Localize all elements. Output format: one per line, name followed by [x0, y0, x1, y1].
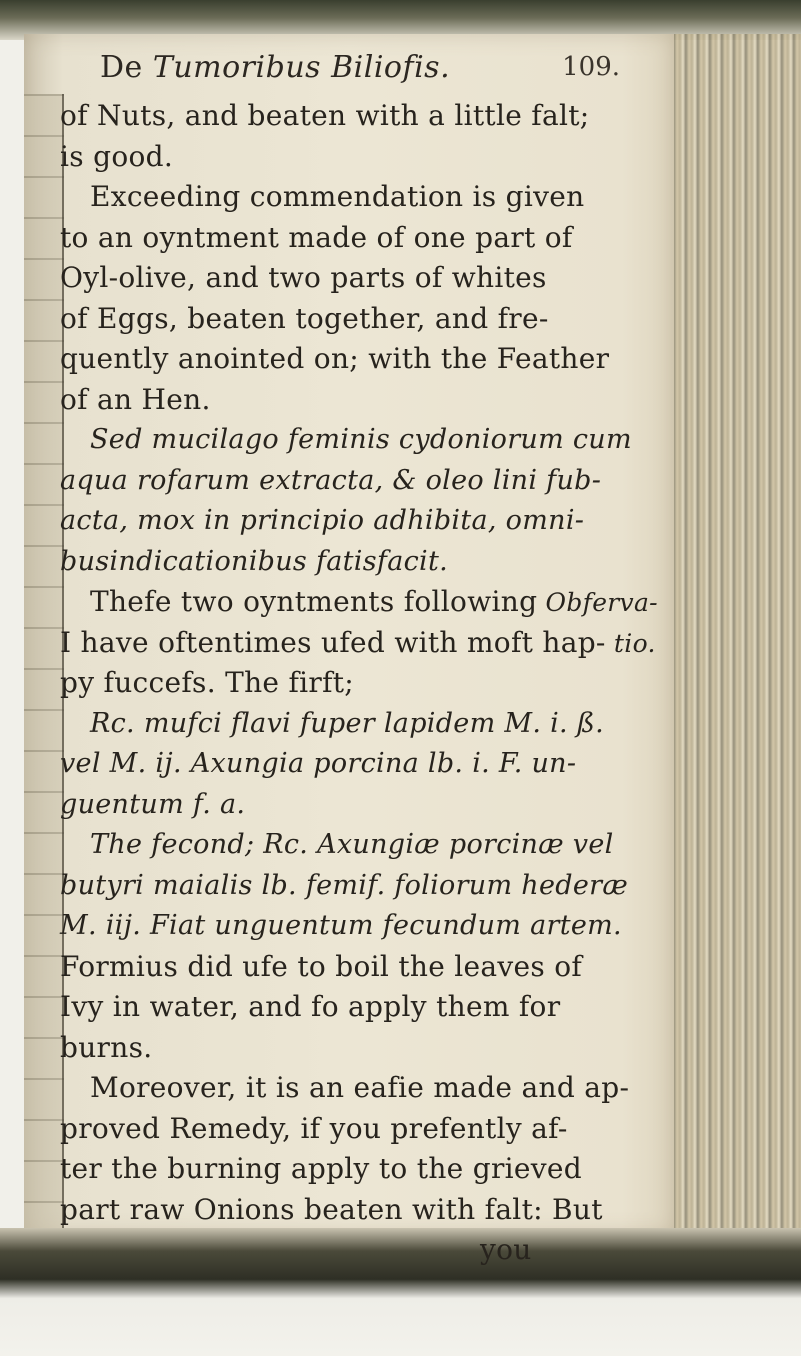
text-line [60, 1109, 660, 1150]
page-header [100, 50, 620, 92]
text-line [60, 947, 660, 988]
text-line [60, 1190, 660, 1231]
margin-note: tio. [605, 628, 656, 658]
text-line [60, 663, 660, 704]
margin-note: Obferva- [537, 588, 658, 617]
text-line-content: part raw Onions beaten with falt: But [60, 1192, 603, 1226]
text-line-content: Rc. mufci flavi fuper lapidem M. i. ß. [90, 707, 604, 739]
body-text [60, 96, 660, 1271]
text-line [60, 785, 660, 826]
text-line [60, 866, 660, 907]
text-line-content: quently anointed on; with the Feather [60, 342, 610, 375]
text-line-content: guentum f. a. [60, 788, 246, 820]
text-line-content: busindicationibus fatisfacit. [60, 545, 448, 577]
text-line [60, 1068, 660, 1109]
text-line [60, 1028, 660, 1069]
text-line [60, 704, 660, 745]
text-line-content: proved Remedy, if you prefently af- [60, 1111, 568, 1145]
page-edges [674, 34, 801, 1228]
text-line-content: ter the burning apply to the grieved [60, 1152, 582, 1185]
text-line [60, 987, 660, 1028]
text-line-content: aqua rofarum extracta, & oleo lini fub- [60, 464, 602, 496]
text-line-content: Formius did ufe to boil the leaves of [60, 949, 583, 983]
text-line-content: to an oyntment made of one part of [60, 220, 573, 254]
text-line-content: of Eggs, beaten together, and fre- [60, 301, 549, 335]
running-title-prefix: De [100, 50, 153, 85]
text-line [60, 461, 660, 502]
text-line [60, 906, 660, 947]
text-line-content: you [480, 1233, 532, 1266]
text-line-content: py fuccefs. The firft; [60, 666, 355, 699]
running-title-suffix: Biliofis. [321, 50, 451, 85]
text-line [60, 258, 660, 299]
text-line-content: Moreover, it is an eafie made and ap- [90, 1071, 630, 1104]
text-line-content: Ivy in water, and fo apply them for [60, 990, 561, 1023]
text-line [60, 744, 660, 785]
text-line [60, 1149, 660, 1190]
text-line [60, 623, 660, 664]
text-line-content: Exceeding commendation is given [90, 180, 585, 213]
text-line [60, 299, 660, 340]
text-line [60, 339, 660, 380]
text-line-content: of an Hen. [60, 382, 211, 416]
text-line-content: Thefe two oyntments following [90, 585, 538, 618]
text-line-content: burns. [60, 1030, 153, 1064]
running-title [100, 50, 450, 85]
text-line [60, 96, 660, 137]
page-number: 109. [562, 52, 620, 82]
text-line [60, 137, 660, 178]
text-line-content: M. iij. Fiat unguentum fecundum artem. [60, 910, 622, 941]
text-line-content: The fecond; Rc. Axungiæ porcinæ vel [90, 829, 614, 860]
text-line-content: I have oftentimes ufed with moft hap- [60, 625, 606, 659]
text-line-content: of Nuts, and beaten with a little falt; [60, 99, 590, 132]
text-line [60, 218, 660, 259]
text-line [60, 177, 660, 218]
text-line-content: acta, mox in principio adhibita, omni- [60, 505, 585, 536]
running-title-italic: Tumoribus [152, 50, 322, 85]
text-line [60, 542, 660, 583]
text-line [60, 825, 660, 866]
text-line-content: Sed mucilago feminis cydoniorum cum [90, 424, 632, 455]
text-line [60, 420, 660, 461]
text-line-content: is good. [60, 139, 174, 173]
catchword [60, 1230, 660, 1271]
page-gutter [24, 94, 64, 1254]
text-line [60, 501, 660, 542]
text-line-content: butyri maialis lb. femif. foliorum hederæ [60, 869, 629, 901]
text-line [60, 582, 660, 623]
text-line-content: vel M. ij. Axungia porcina lb. i. F. un- [60, 748, 577, 779]
text-line [60, 380, 660, 421]
text-line-content: Oyl-olive, and two parts of whites [60, 261, 547, 294]
